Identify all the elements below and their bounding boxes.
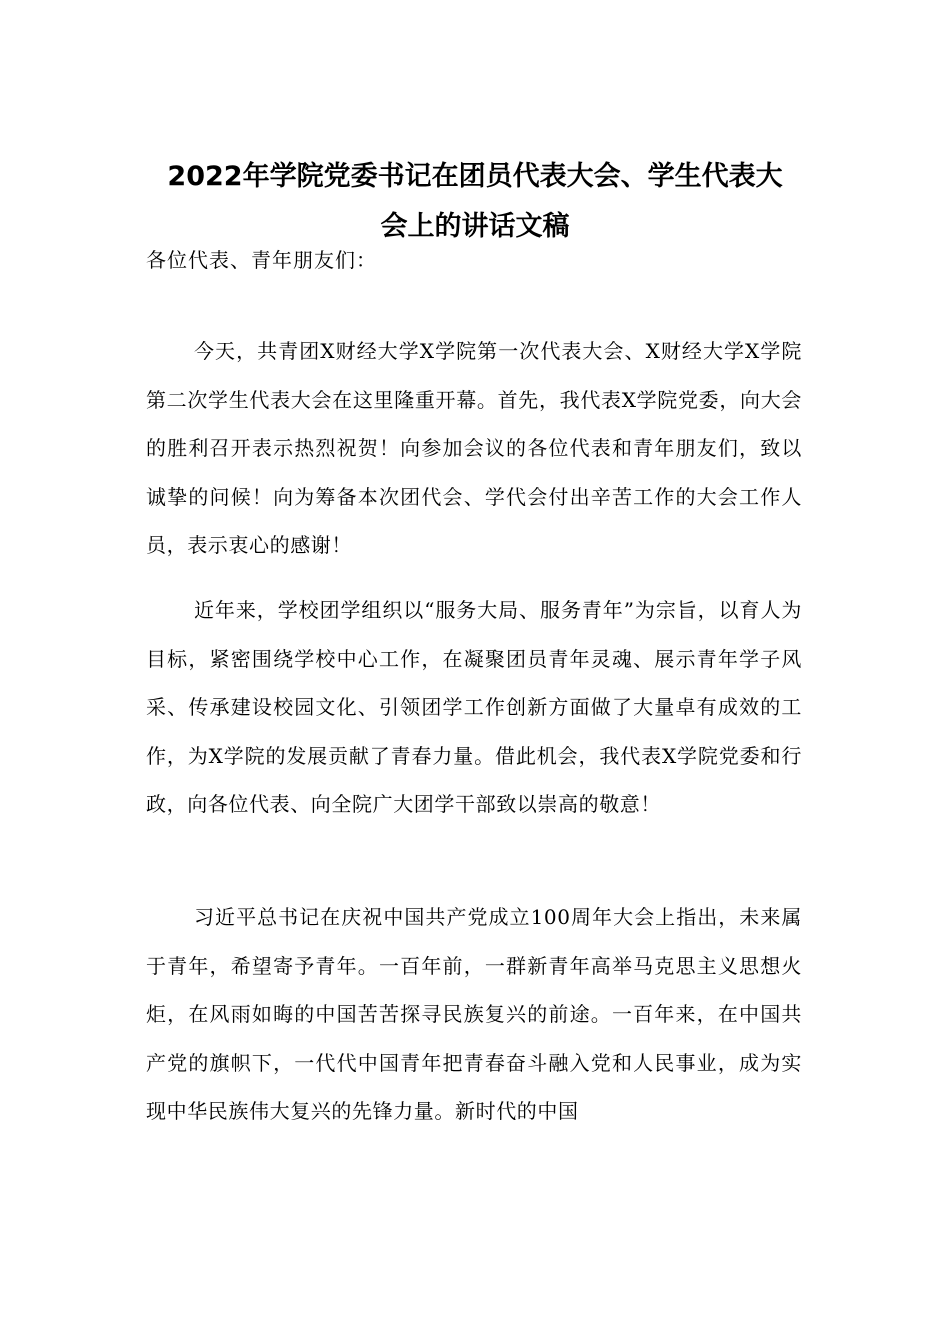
document-title	[120, 152, 830, 252]
paragraph-1: 今天，共青团X财经大学X学院第一次代表大会、X财经大学X学院第二次学生代表大会在这里隆重开幕。首先，我代表X学院党委，向大会的胜利召开表示热烈祝贺！向参加会议的各位代表和青年朋友们，致以诚挚的问候！向为筹备本次团代会、学代会付出辛苦工作的大会工作人员，表示衷心的感谢！	[146, 339, 802, 557]
title-line-1: 2022年学院党委书记在团员代表大会、学生代表大	[167, 161, 783, 192]
paragraph-3: 习近平总书记在庆祝中国共产党成立100周年大会上指出，未来属于青年，希望寄予青年。一百年前，一群新青年高举马克思主义思想火炬，在风雨如晦的中国苦苦探寻民族复兴的前途。一百年来，在中国共产党的旗帜下，一代代中国青年把青春奋斗融入党和人民事业，成为实现中华民族伟大复兴的先锋力量。新时代的中国	[146, 905, 802, 1123]
salutation: 各位代表、青年朋友们：	[146, 248, 377, 272]
paragraph-2: 近年来，学校团学组织以“服务大局、服务青年”为宗旨，以育人为目标，紧密围绕学校中心工作，在凝聚团员青年灵魂、展示青年学子风采、传承建设校园文化、引领团学工作创新方面做了大量卓有成效的工作，为X学院的发展贡献了青春力量。借此机会，我代表X学院党委和行政，向各位代表、向全院广大团学干部致以崇高的敬意！	[146, 598, 802, 816]
title-line-2: 会上的讲话文稿	[380, 211, 570, 242]
